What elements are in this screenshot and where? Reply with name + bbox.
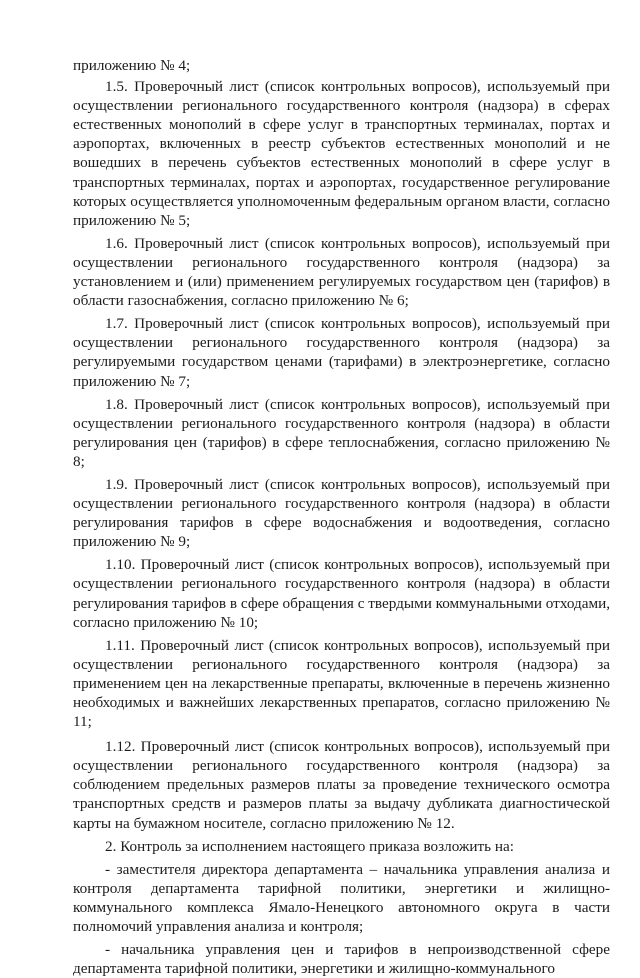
paragraph-item-1-7: 1.7. Проверочный лист (список контрольных вопросов), используемый при осуществлении регионального государственного контроля (надзора) за регулируемыми государством ценами (тарифами) в электроэнергетике, согласно приложению № 7; bbox=[73, 315, 610, 390]
paragraph-item-2: 2. Контроль за исполнением настоящего приказа возложить на: bbox=[105, 837, 514, 855]
paragraph-head-of-prices: - начальника управления цен и тарифов в непроизводственной сфере департамента тарифной политики, энергетики и жилищно-коммунального bbox=[73, 941, 610, 978]
paragraph-item-1-9: 1.9. Проверочный лист (список контрольных вопросов), используемый при осуществлении регионального государственного контроля (надзора) в области регулирования тарифов в сфере водоснабжения и водоотведения, согласно приложению № 9; bbox=[73, 475, 610, 551]
paragraph-item-1-8: 1.8. Проверочный лист (список контрольных вопросов), используемый при осуществлении регионального государственного контроля (надзора) в области регулирования цен (тарифов) в сфере теплоснабжения, согласно приложению № 8; bbox=[73, 395, 610, 470]
paragraph-deputy-director: - заместителя директора департамента – начальника управления анализа и контроля департамента тарифной политики, энергетики и жилищно-коммунального комплекса Ямало-Ненецкого автономного округа в части полномочий управления анализа и контроля; bbox=[73, 860, 610, 936]
paragraph-item-1-10: 1.10. Проверочный лист (список контрольных вопросов), используемый при осуществлении регионального государственного контроля (надзора) в области регулирования тарифов в сфере обращения с твердыми коммунальными отходами, согласно приложению № 10; bbox=[73, 556, 610, 631]
paragraph-item-1-12: 1.12. Проверочный лист (список контрольных вопросов), используемый при осуществлении регионального государственного контроля (надзора) за соблюдением предельных размеров платы за проведение технического осмотра транспортных средств и размеров платы за выдачу дубликата диагностической карты на бумажном носителе, согласно приложению № 12. bbox=[73, 738, 610, 832]
paragraph-item-1-11: 1.11. Проверочный лист (список контрольных вопросов), используемый при осуществлении регионального государственного контроля (надзора) за применением цен на лекарственные препараты, включенные в перечень жизненно необходимых и важнейших лекарственных препаратов, согласно приложению № 11; bbox=[73, 636, 610, 731]
paragraph-item-1-6: 1.6. Проверочный лист (список контрольных вопросов), используемый при осуществлении регионального государственного контроля (надзора) за установлением и (или) применением регулируемых государством цен (тарифов) в области газоснабжения, согласно приложению № 6; bbox=[73, 234, 610, 310]
paragraph-continuation: приложению № 4; bbox=[73, 57, 191, 74]
paragraph-item-1-5: 1.5. Проверочный лист (список контрольных вопросов), используемый при осуществлении регионального государственного контроля (надзора) в сферах естественных монополий в сфере услуг в транспортных терминалах, портах и аэропортах, включенных в реестр субъектов естественных монополий и не вошедших в перечень субъектов естественных монополий в сфере услуг в транспортных терминалах, портах и аэропортах, государственное регулирование которых осуществляется уполномоченным федеральным органом власти, согласно приложению № 5; bbox=[73, 78, 610, 229]
